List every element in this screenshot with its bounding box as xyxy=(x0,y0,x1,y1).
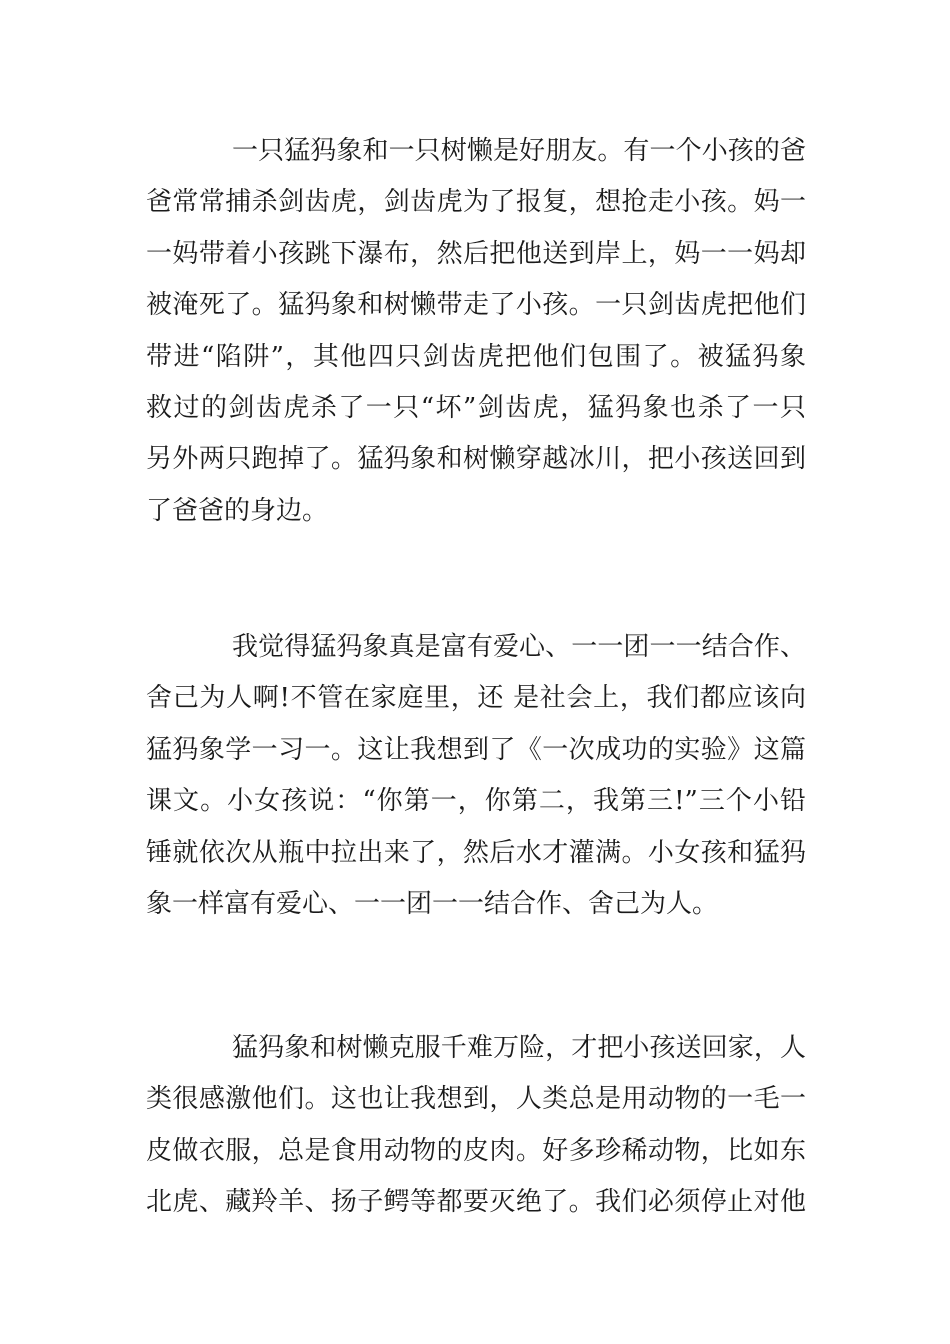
paragraph-line: 类很感激他们。这也让我想到，人类总是用动物的一毛一 xyxy=(146,1084,806,1115)
paragraph-line: 另外两只跑掉了。猛犸象和树懒穿越冰川，把小孩送回到 xyxy=(146,444,806,475)
paragraph-line: 一只猛犸象和一只树懒是好朋友。有一个小孩的爸 xyxy=(232,136,806,166)
paragraph-2 xyxy=(146,622,806,930)
paragraph-line: 爸常常捕杀剑齿虎，剑齿虎为了报复，想抢走小孩。妈一 xyxy=(146,187,806,218)
paragraph-1 xyxy=(146,126,806,537)
paragraph-line: 被淹死了。猛犸象和树懒带走了小孩。一只剑齿虎把他们 xyxy=(146,290,806,321)
paragraph-line: 我觉得猛犸象真是富有爱心、一一团一一结合作、 xyxy=(232,632,806,662)
paragraph-line: 救过的剑齿虎杀了一只“坏”剑齿虎，猛犸象也杀了一只 xyxy=(146,392,806,423)
paragraph-3 xyxy=(146,1023,806,1229)
paragraph-line: 皮做衣服，总是食用动物的皮肉。好多珍稀动物，比如东 xyxy=(146,1135,806,1166)
paragraph-line: 一妈带着小孩跳下瀑布，然后把他送到岸上，妈一一妈却 xyxy=(146,238,806,269)
paragraph-line: 锤就依次从瓶中拉出来了，然后水才灌满。小女孩和猛犸 xyxy=(146,837,806,868)
paragraph-line: 猛犸象和树懒克服千难万险，才把小孩送回家，人 xyxy=(232,1033,806,1063)
paragraph-line: 了爸爸的身边。 xyxy=(146,495,329,526)
paragraph-line: 带进“陷阱”，其他四只剑齿虎把他们包围了。被猛犸象 xyxy=(146,341,806,372)
paragraph-line: 舍己为人啊!不管在家庭里，还 是社会上，我们都应该向 xyxy=(146,683,806,714)
paragraph-line: 课文。小女孩说：“你第一，你第二，我第三!”三个小铅 xyxy=(146,786,806,817)
paragraph-line: 猛犸象学一习一。这让我想到了《一次成功的实验》这篇 xyxy=(146,734,806,765)
paragraph-line: 北虎、藏羚羊、扬子鳄等都要灭绝了。我们必须停止对他 xyxy=(146,1187,806,1218)
paragraph-line: 象一样富有爱心、一一团一一结合作、舍己为人。 xyxy=(146,888,719,919)
